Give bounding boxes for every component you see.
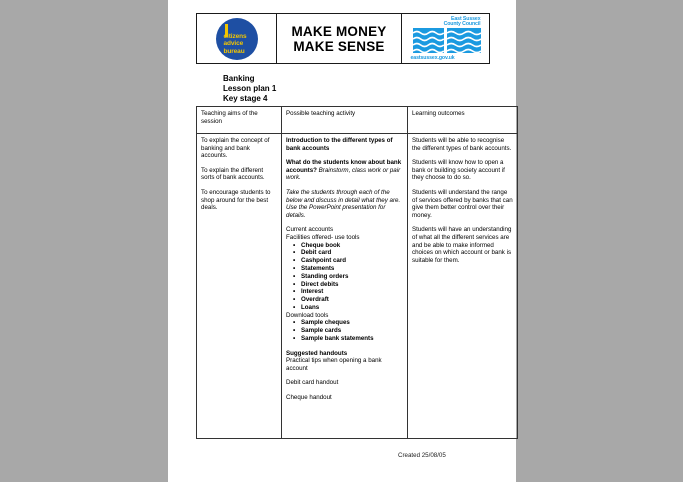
list-item: • Cashpoint card (301, 257, 403, 265)
list-item: • Sample cards (301, 327, 403, 335)
download-tools-list (286, 319, 403, 342)
teaching-aim-item: To explain the different sorts of bank accounts. (201, 166, 265, 182)
page-title-keystage: Key stage 4 (223, 94, 268, 103)
teaching-aim-item: To encourage students to shop around for the best deals. (201, 188, 271, 212)
masthead-banner (196, 13, 490, 64)
list-item: • Overdraft (301, 296, 403, 304)
handout-item: Cheque handout (286, 394, 332, 402)
teaching-aim-item: To explain the concept of banking and bank accounts. (201, 137, 270, 160)
masthead-title-line-1: MAKE MONEY (291, 23, 387, 39)
page-title-lesson: Lesson plan 1 (223, 84, 277, 93)
learning-outcome-item: Students will have an understanding of what all the different services are and be able to make informed choices on which account or bank is suitable for them. (412, 226, 512, 264)
cell-learning-outcomes (408, 134, 518, 439)
eastsussex-logo-wordmark (444, 17, 481, 28)
column-header-teaching-activity: Possible teaching activity (282, 107, 408, 134)
activity-question-block (286, 159, 403, 182)
list-item: • Cheque book (301, 242, 403, 250)
activity-facilities-heading: Facilities offered- use tools (286, 233, 360, 241)
cab-logo-line-2: advice (223, 40, 244, 47)
lesson-plan-table (196, 106, 518, 439)
activity-current-accounts-heading: Current accounts (286, 226, 334, 234)
cab-logo-line-1: citizens (223, 32, 247, 40)
cell-teaching-aims (197, 134, 282, 439)
eastsussex-logo-cell (402, 14, 489, 63)
list-item: • Loans (301, 304, 403, 312)
activity-question-bold: What do the students know about bank accounts? (286, 159, 402, 174)
activity-handouts-heading: Suggested handouts (286, 349, 348, 357)
masthead-title-line-2: MAKE SENSE (293, 38, 385, 54)
list-item: • Debit card (301, 249, 403, 257)
cab-logo-wordmark (224, 33, 247, 56)
footer-created-date: Created 25/08/05 (398, 452, 446, 459)
activity-intro-heading: Introduction to the different types of bank accounts (286, 137, 393, 152)
column-header-teaching-aims: Teaching aims of the session (197, 107, 282, 134)
table-header-row (197, 107, 518, 134)
learning-outcome-item: Students will understand the range of services offered by banks that can give them better control over their money. (412, 188, 513, 219)
activity-instruction: Take the students through each of the below and discuss in detail what they are. Use the PowerPoint presentation for details. (286, 188, 401, 219)
handout-item: Debit card handout (286, 379, 339, 387)
facilities-list (286, 242, 403, 312)
masthead-title-cell (277, 14, 402, 63)
page-title-subject: Banking (223, 74, 255, 83)
learning-outcome-item: Students will know how to open a bank or building society account if they choose to do so. (412, 159, 505, 182)
east-sussex-county-council-logo-icon (409, 17, 483, 61)
list-item: • Direct debits (301, 281, 403, 289)
document-page (168, 0, 516, 482)
spacer (286, 343, 403, 350)
activity-question-italic: Brainstorm, class work or pair work. (286, 166, 401, 182)
cab-logo-cell (197, 14, 277, 63)
list-item: • Sample bank statements (301, 335, 403, 343)
wave-graphic-icon (413, 28, 481, 53)
list-item: • Statements (301, 265, 403, 273)
eastsussex-logo-line-2: County Council (443, 21, 481, 28)
cell-teaching-activity (282, 134, 408, 439)
citizens-advice-bureau-logo-icon (216, 18, 258, 60)
list-item: • Sample cheques (301, 319, 403, 327)
eastsussex-logo-line-1: East Sussex (451, 15, 481, 22)
table-row (197, 134, 518, 439)
list-item: • Interest (301, 288, 403, 296)
cab-logo-line-3: bureau (223, 47, 245, 55)
activity-download-heading: Download tools (286, 311, 329, 319)
masthead-title (291, 24, 386, 54)
page-title (223, 74, 276, 104)
learning-outcome-item: Students will be able to recognise the different types of bank accounts. (412, 137, 512, 152)
eastsussex-logo-url: eastsussex.gov.uk (410, 54, 455, 61)
list-item: • Standing orders (301, 273, 403, 281)
column-header-learning-outcomes: Learning outcomes (408, 107, 518, 134)
handout-item: Practical tips when opening a bank account (286, 357, 382, 372)
